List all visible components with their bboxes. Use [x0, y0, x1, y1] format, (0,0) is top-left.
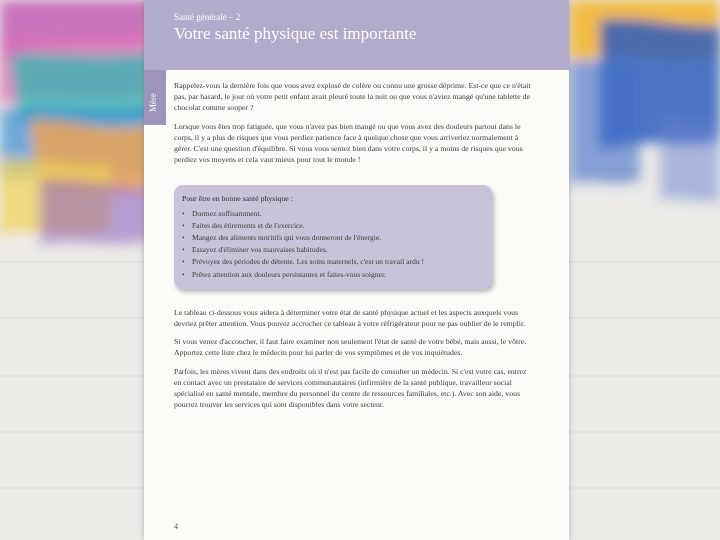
list-item: • Faites des étirements et de l'exercice. — [192, 220, 482, 232]
tips-list — [182, 208, 482, 281]
document-page — [144, 0, 569, 540]
list-item: • Prévoyez des périodes de détente. Les soins maternels, c'est un travail ardu ! — [192, 256, 482, 268]
body-paragraph: Rappelez-vous la dernière fois que vous avez explosé de colère ou connu une grosse déprime. Est-ce que ce n'était pas, par hasard, le jour où votre petit enfant avait pleuré toute la nuit ou que vous n'aviez mangé qu'une tablette de chocolat comme souper ? — [174, 81, 531, 113]
list-item: • Dormez suffisamment. — [192, 208, 482, 220]
list-item: • Prêtez attention aux douleurs persistantes et faites-vous soigner. — [192, 269, 482, 281]
list-item: • Mangez des aliments nutritifs qui vous donneront de l'énergie. — [192, 232, 482, 244]
body-paragraph: Le tableau ci-dessous vous aidera à déterminer votre état de santé physique actuel et les aspects auxquels vous devriez prêter attention. Vous pouvez accrocher ce tableau à votre réfrigérateur pour ne pas oublier de le remplir. — [174, 307, 526, 329]
callout-title: Pour être en bonne santé physique : — [182, 194, 293, 204]
side-tab — [144, 70, 166, 125]
page-title: Votre santé physique est importante — [174, 24, 417, 43]
page-body — [174, 80, 534, 417]
page-number: 4 — [174, 522, 178, 531]
list-item: • Essayez d'éliminer vos mauvaises habitudes. — [192, 244, 482, 256]
page-header — [144, 0, 569, 70]
health-tips-callout — [174, 185, 492, 288]
side-tab-label: Mère — [148, 93, 158, 112]
section-subtitle: Santé générale – 2 — [174, 12, 241, 22]
body-paragraph: Lorsque vous êtes trop fatiguée, que vous n'avez pas bien mangé ou que vous avez des douleurs partout dans le corps, il y a plus de risques que vous perdiez patience face à quelque chose que vous arriveriez normalement à gérer. C'est une question d'équilibre. Si vous vous sentez bien dans votre corps, il y a moins de risques que vous perdiez vos moyens et cela vaut mieux pour tout le monde ! — [174, 121, 523, 165]
body-paragraph: Si vous venez d'accoucher, il faut faire examiner non seulement l'état de santé de votre bébé, mais aussi, le vôtre. Apportez cette liste chez le médecin pour lui parler de vos symptômes et de vos inquiétudes. — [174, 337, 527, 358]
body-paragraph: Parfois, les mères vivent dans des endroits où il n'est pas facile de consulter un médecin. Si c'est votre cas, entrez en contact avec un prestataire de services communautaires (infirmière de la santé publique, travailleur social spécialisé en santé mentale, membre du personnel du centre de ressources familiales, etc.). Avec son aide, vous pourrez trouver les services qui sont disponibles dans votre secteur. — [174, 366, 527, 410]
